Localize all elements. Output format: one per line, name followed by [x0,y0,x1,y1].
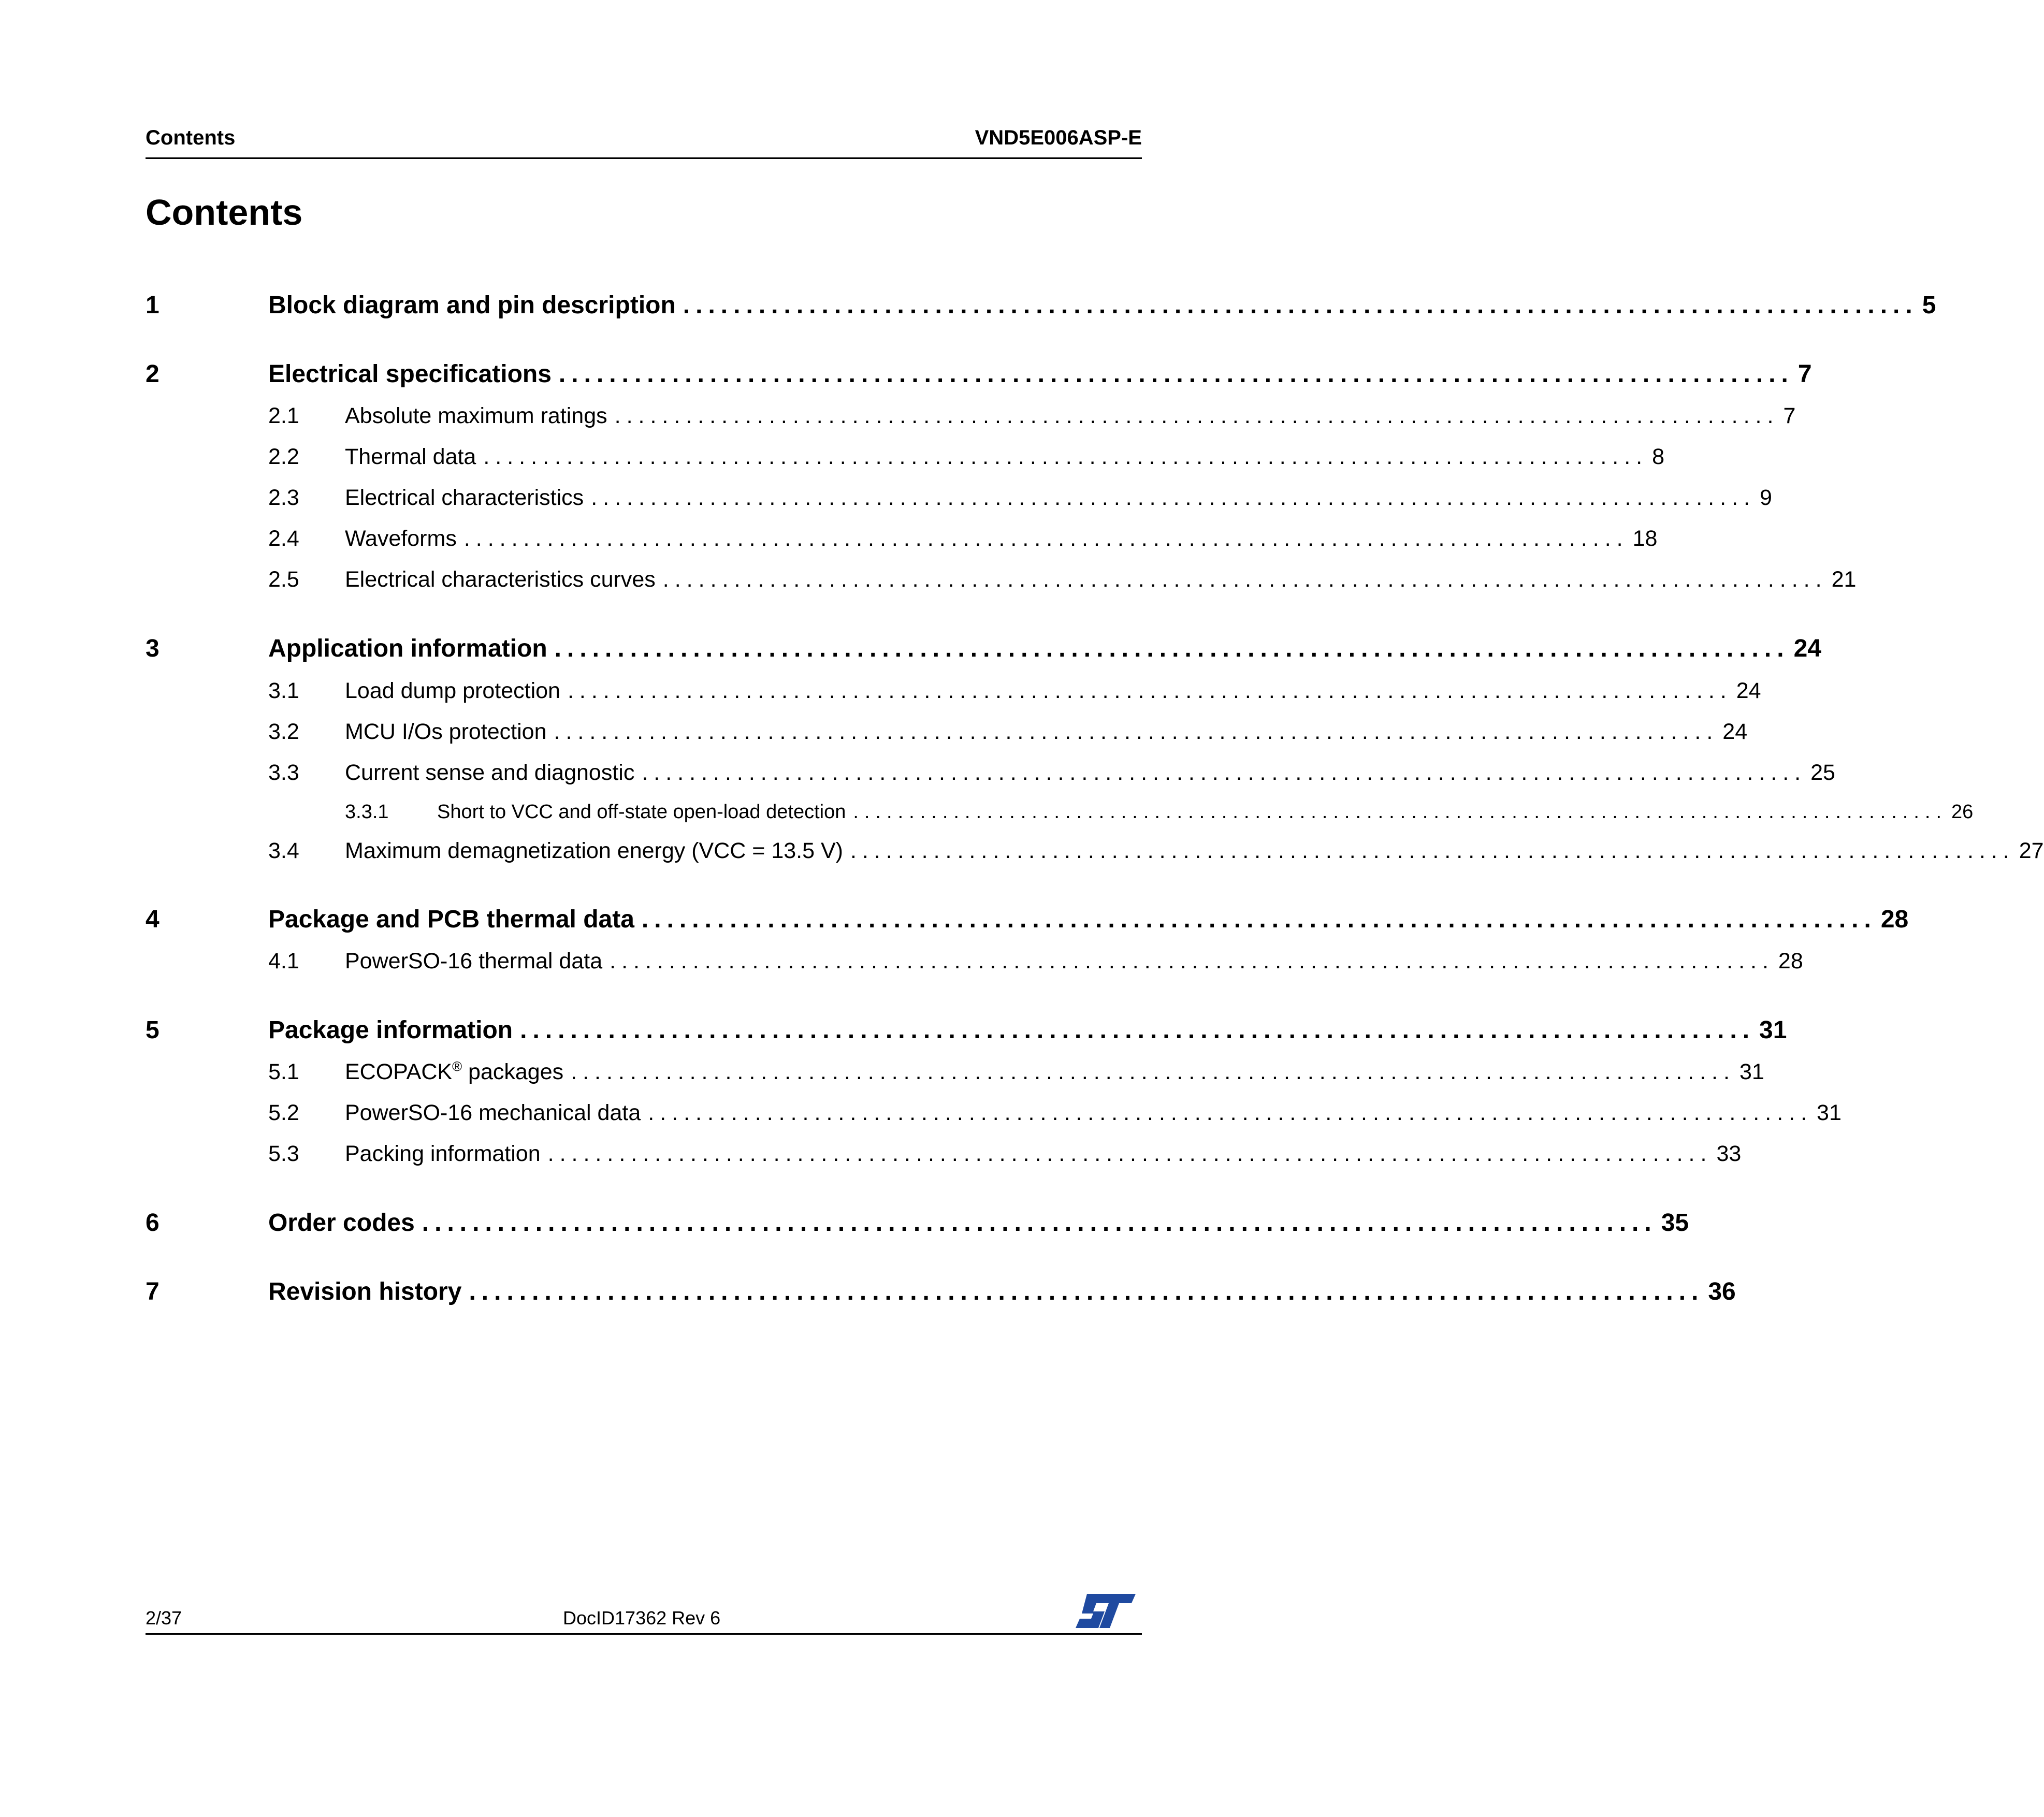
toc-entry[interactable] [146,1100,1842,1128]
toc-page: 31 [1759,1016,1787,1044]
toc-entry[interactable] [146,526,1658,554]
toc-page: 28 [1778,949,1803,973]
toc-page: 5 [1922,292,1936,319]
toc-page: 33 [1716,1141,1742,1166]
toc-title-suffix: packages [462,1059,564,1084]
toc-leader: .................................................................................................. [483,444,1648,469]
toc-title: MCU I/Os protection [345,719,547,744]
toc-entry[interactable] [146,801,1974,826]
toc-leader: .................................................................................................. [614,403,1779,428]
toc-leader: .................................................................................................. [641,906,1877,933]
toc-number: 3.3 [268,760,299,785]
toc-page: 7 [1783,403,1796,428]
toc-title: Electrical characteristics [345,485,584,510]
header-part-number: VND5E006ASP-E [975,126,1142,149]
toc-number: 1 [146,292,160,319]
toc-leader: .................................................................................................. [520,1016,1756,1044]
toc-title: Thermal data [345,444,476,469]
toc-leader: .................................................................................................. [662,567,1828,592]
toc-leader: .................................................................................................. [850,838,2015,863]
toc-number: 5.1 [268,1059,299,1084]
toc-number: 2.2 [268,444,299,469]
toc-number: 2.3 [268,485,299,510]
toc-number: 5.3 [268,1141,299,1166]
toc-entry[interactable] [146,444,1665,472]
toc-leader: .................................................................................................. [648,1100,1813,1125]
toc-title: Packing information [345,1141,541,1166]
toc-entry[interactable] [146,678,1761,706]
toc-title-main: ECOPACK [345,1059,453,1084]
toc-title: PowerSO-16 thermal data [345,949,603,973]
toc-page: 7 [1797,360,1812,388]
toc-title: Electrical characteristics curves [345,567,656,592]
toc-page: 31 [1817,1100,1842,1125]
toc-leader: .................................................................................................. [683,292,1918,319]
toc-leader: .................................................................................................. [554,719,1719,744]
toc-number: 3.3.1 [345,801,389,823]
toc-entry[interactable] [146,567,1857,595]
toc-page: 24 [1736,678,1761,703]
toc-title: PowerSO-16 mechanical data [345,1100,641,1125]
toc-title: Maximum demagnetization energy (VCC = 13.5 V) [345,838,843,863]
toc-leader: .................................................................................................. [567,678,1732,703]
toc-number: 4.1 [268,949,299,973]
toc-entry[interactable] [146,485,1772,513]
footer-doc-id: DocID17362 Rev 6 [563,1607,721,1629]
toc-entry[interactable] [146,760,1835,788]
toc-entry[interactable] [146,1016,1787,1047]
toc-entry[interactable] [146,291,1936,322]
toc-title: Current sense and diagnostic [345,760,635,785]
page-title: Contents [146,192,303,232]
toc-page: 26 [1951,801,1974,823]
toc-entry[interactable] [146,719,1748,747]
toc-leader: .................................................................................................. [558,360,1794,388]
toc-title: Package information [268,1016,513,1044]
st-logo-icon [1076,1593,1137,1629]
registered-mark: ® [452,1059,462,1074]
toc-leader: .................................................................................................. [591,485,1756,510]
toc-title: Waveforms [345,526,457,551]
toc-entry[interactable] [146,949,1803,977]
toc-number: 7 [146,1278,160,1305]
header-section: Contents [146,126,236,149]
toc-page: 24 [1793,635,1821,662]
toc-title: Order codes [268,1209,415,1237]
toc-number: 5.2 [268,1100,299,1125]
toc-number: 3.4 [268,838,299,863]
toc-title: Application information [268,635,547,662]
toc-number: 2.5 [268,567,299,592]
toc-title: Short to VCC and off-state open-load detection [437,801,846,823]
toc-leader: .................................................................................................. [463,526,1629,551]
toc-number: 4 [146,906,160,933]
footer-page-number: 2/37 [146,1607,182,1629]
toc-number: 5 [146,1016,160,1044]
toc-page: 27 [2019,838,2044,863]
toc-leader: .................................................................................................. [853,801,1948,823]
toc-page: 18 [1632,526,1658,551]
toc-leader: .................................................................................................. [642,760,1807,785]
toc-page: 25 [1810,760,1835,785]
toc-number: 3.2 [268,719,299,744]
toc-leader: .................................................................................................. [610,949,1774,973]
toc-leader: .................................................................................................. [554,635,1790,662]
toc-entry[interactable] [146,905,1909,936]
toc-page: 9 [1759,485,1772,510]
toc-title: Revision history [268,1278,462,1305]
toc-entry[interactable] [146,1277,1736,1309]
toc-title: Block diagram and pin description [268,292,676,319]
toc-number: 3.1 [268,678,299,703]
toc-entry[interactable] [146,360,1812,391]
toc-number: 3 [146,635,160,662]
toc-leader: .................................................................................................. [547,1141,1713,1166]
toc-entry[interactable] [146,838,2044,866]
toc-number: 2 [146,360,160,388]
toc-leader: .................................................................................................. [571,1059,1735,1084]
toc-entry[interactable] [146,1209,1689,1240]
toc-number: 2.4 [268,526,299,551]
toc-number: 2.1 [268,403,299,428]
toc-page: 8 [1652,444,1665,469]
toc-page: 21 [1831,567,1857,592]
toc-title: Absolute maximum ratings [345,403,607,428]
toc-title: Package and PCB thermal data [268,906,634,933]
toc-leader: .................................................................................................. [469,1278,1704,1305]
toc-entry[interactable] [146,403,1796,431]
toc-page: 31 [1739,1059,1764,1084]
toc-page: 24 [1722,719,1748,744]
toc-page: 28 [1880,906,1909,933]
toc-number: 6 [146,1209,160,1237]
toc-page: 35 [1661,1209,1689,1237]
toc-entry[interactable] [146,634,1821,665]
running-footer [146,1590,1142,1635]
toc-leader: .................................................................................................. [422,1209,1657,1237]
toc-title [345,1059,563,1085]
running-header [146,126,1142,159]
toc-entry[interactable] [146,1141,1742,1169]
toc-entry[interactable] [146,1059,1764,1087]
toc-title: Load dump protection [345,678,560,703]
toc-title: Electrical specifications [268,360,552,388]
toc-page: 36 [1708,1278,1736,1305]
